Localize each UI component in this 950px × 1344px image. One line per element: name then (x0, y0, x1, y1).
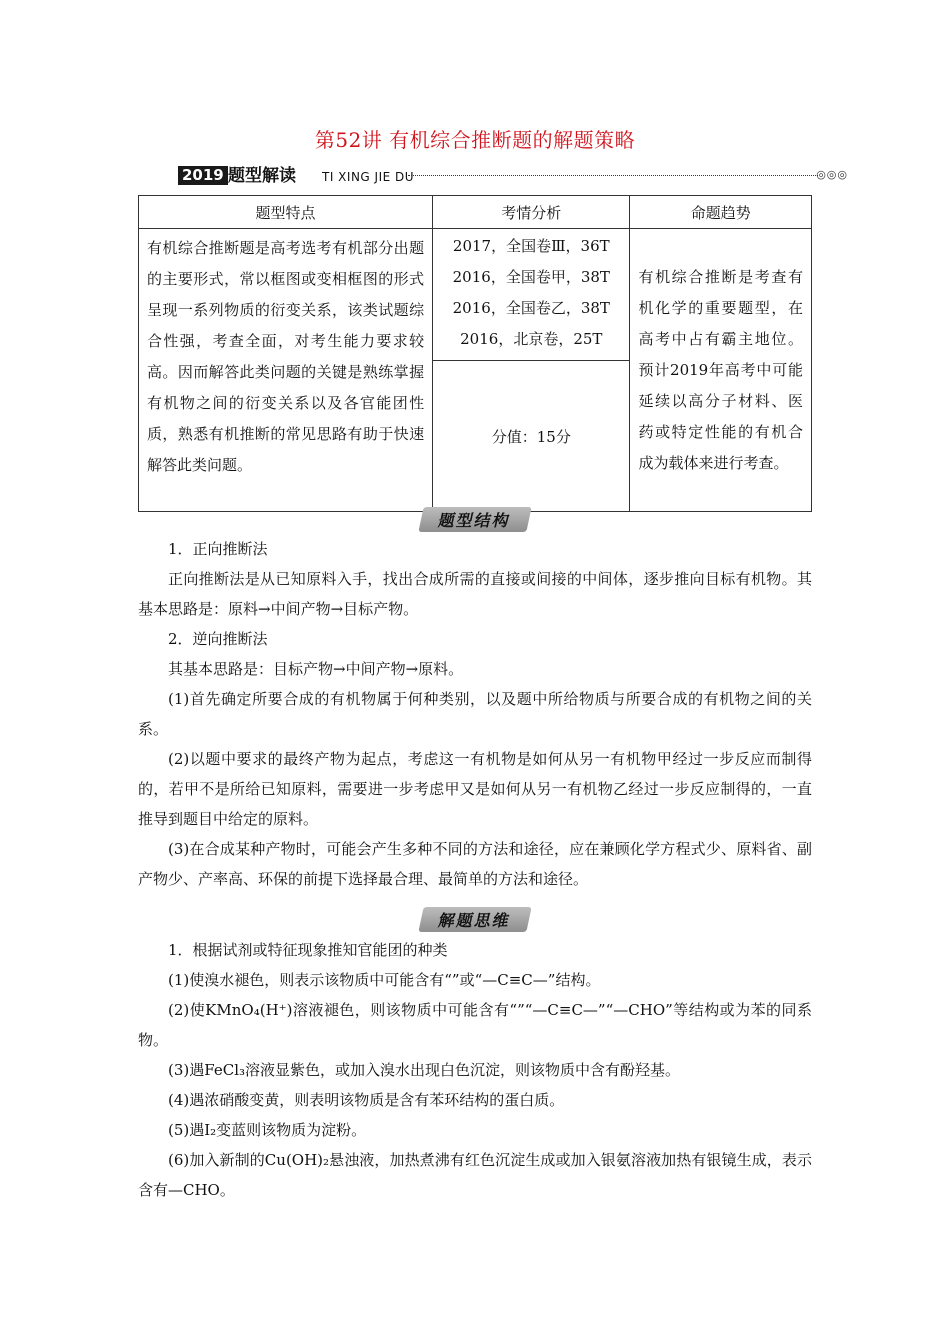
thinking-section (138, 935, 812, 1205)
table-row (139, 229, 812, 361)
page-title: 第52讲 有机综合推断题的解题策略 (314, 128, 636, 152)
decor-dots-icon: ◎◎◎ (816, 168, 848, 181)
paragraph: (3)在合成某种产物时，可能会产生多种不同的方法和途径，应在兼顾化学方程式少、原料省、副产物少、产率高、环保的前提下选择最合理、最简单的方法和途径。 (138, 840, 812, 888)
paragraph: (2)以题中要求的最终产物为起点，考虑这一有机物是如何从另一有机物甲经过一步反应而制得的，若甲不是所给已知原料，需要进一步考虑甲又是如何从另一有机物乙经过一步反应制得的，一直推导到题目中给定的原料。 (138, 750, 812, 828)
trend-cell: 有机综合推断是考查有机化学的重要题型，在高考中占有霸主地位。预计2019年高考中可能延续以高分子材料、医药或特定性能的有机合成为载体来进行考查。 (630, 229, 812, 512)
section-header-bar (138, 165, 848, 187)
paragraph: (5)遇I₂变蓝则该物质为淀粉。 (168, 1121, 367, 1139)
table-header-row (139, 196, 812, 229)
paragraph: 其基本思路是：目标产物→中间产物→原料。 (168, 660, 464, 678)
paragraph: (3)遇FeCl₃溶液显紫色，或加入溴水出现白色沉淀，则该物质中含有酚羟基。 (168, 1061, 681, 1079)
section-pinyin: TI XING JIE DU (322, 170, 415, 184)
exam-item: 2016，全国卷乙，38T (452, 299, 610, 317)
paragraph: 2．逆向推断法 (168, 630, 268, 648)
exam-item: 2016，全国卷甲，38T (452, 268, 610, 286)
paragraph: (1)使溴水褪色，则表示该物质中可能含有“”或“—C≡C—”结构。 (168, 971, 601, 989)
banner-structure (0, 507, 950, 532)
banner-thinking (0, 907, 950, 932)
structure-section (138, 534, 812, 894)
header-analysis: 考情分析 (433, 196, 630, 229)
paragraph: (1)首先确定所要合成的有机物属于何种类别，以及题中所给物质与所要合成的有机物之间的关系。 (138, 690, 812, 738)
feature-cell: 有机综合推断题是高考选考有机部分出题的主要形式，常以框图或变相框图的形式呈现一系列物质的衍变关系，该类试题综合性强，考查全面，对考生能力要求较高。因而解答此类问题的关键是熟练掌握有机物之间的衍变关系以及各官能团性质，熟悉有机推断的常见思路有助于快速解答此类问题。 (139, 229, 433, 512)
exam-item: 2017，全国卷Ⅲ，36T (452, 237, 610, 255)
header-feature: 题型特点 (139, 196, 433, 229)
paragraph: (4)遇浓硝酸变黄，则表明该物质是含有苯环结构的蛋白质。 (168, 1091, 565, 1109)
exam-list-cell (433, 229, 630, 361)
paragraph: (6)加入新制的Cu(OH)₂悬浊液，加热煮沸有红色沉淀生成或加入银氨溶液加热有银镜生成，表示含有—CHO。 (138, 1151, 812, 1199)
year-badge: 2019 (178, 166, 228, 185)
paragraph: 正向推断法是从已知原料入手，找出合成所需的直接或间接的中间体，逐步推向目标有机物。其基本思路是：原料→中间产物→目标产物。 (138, 570, 812, 618)
banner-structure-label: 题型结构 (418, 507, 531, 532)
score-cell: 分值：15分 (433, 361, 630, 512)
paragraph: (2)使KMnO₄(H⁺)溶液褪色，则该物质中可能含有“”“—C≡C—”“—CHO”等结构或为苯的同系物。 (138, 1001, 812, 1049)
exam-item: 2016，北京卷，25T (460, 330, 603, 348)
section-heading: 题型解读 (228, 166, 296, 186)
header-trend: 命题趋势 (630, 196, 812, 229)
section-divider (408, 175, 818, 176)
paragraph: 1．根据试剂或特征现象推知官能团的种类 (168, 941, 448, 959)
banner-thinking-label: 解题思维 (418, 907, 531, 932)
intro-table (138, 195, 812, 512)
paragraph: 1．正向推断法 (168, 540, 268, 558)
